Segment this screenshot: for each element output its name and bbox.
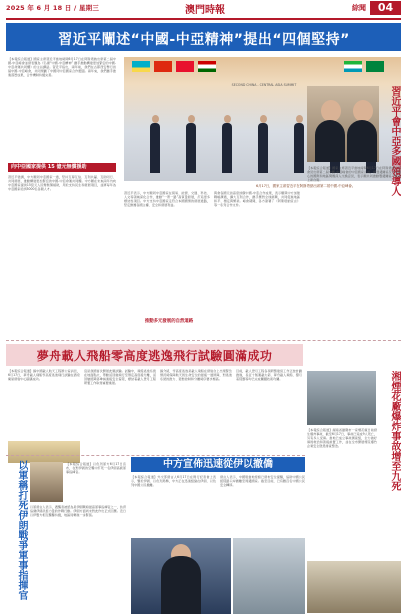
flag-icon [344, 61, 362, 72]
subheading-aid: 向中亞國家提供 15 億元無償援助 [8, 163, 116, 172]
spokesperson-photo [131, 538, 231, 614]
leader-figure [186, 123, 196, 173]
israel-headline: 以軍稱打死伊朗戰爭軍事指揮官 [16, 460, 27, 600]
issue-date: 2025 年 6 月 18 日 / 星期三 [6, 4, 100, 12]
page-number: 04 [370, 1, 401, 15]
explosion-article: 【本報綜合報道】湖南省瀏陽市一家煙花廠日前發生爆炸事故，截至6月17日，事故已造成9人死亡，另有多人受傷。當地已成立事故調查組，全力做好傷員救治和善後處置工作，並在全市開展煙花爆竹企業安全隱患排查整治。 [307, 428, 377, 448]
israel-article: 以軍發言人表示，遇襲者被認為是伊朗戰時最高軍事指揮官之一，負責協調伊朗武裝力量的作戰行動。伊朗方面尚未對此作出正式回應。近日以伊雙方相互襲擊持續，地區局勢進一步緊張。 [30, 505, 126, 517]
leader-figure [294, 123, 304, 173]
leader-figure [150, 123, 160, 173]
flag-icon [176, 61, 194, 72]
rescue-photo [307, 561, 401, 613]
summit-backdrop: SECOND CHINA - CENTRAL ASIA SUMMIT [231, 83, 297, 87]
lead-paragraph: 【本報綜合報道】國家主席習近平當地時間6月17日在阿斯塔納出席第二屆中國-中亞峰會並發表題為《弘揚“中國-中亞精神” 攜手推動構建更加緊密的中國-中亞命運共同體》的主旨講話。習近平指出，兩年前，我們在古都西安舉行首屆中國-中亞峰會，共同規劃了中國同中亞國家合作藍圖。兩年來，我們攜手推進落實成果，合作機制持續完善。 [8, 57, 116, 77]
main-headline: 習近平闡述“中國-中亞精神”提出“四個堅持” [58, 32, 350, 48]
evacuation-headline: 中方宣佈迅速從伊以撤僑 [163, 459, 273, 470]
side-article: 【本報綜合報道】國家主席習近平當地時間6月17日在阿斯塔納分別會見出席第二屆中國-中亞峰會的中亞國家元首，就雙邊關係及共同關心的國際和地區問題深入交換意見，表示願共同推動雙邊關係不斷邁上新台階。 [307, 166, 401, 182]
article-column: 習近平強調，中方願同中亞國家一道，堅持互尊互信、互利共贏、互助同行、共同發展，推動構建更加緊密的中國-中亞命運共同體。中方願在未來兩年內向中亞國家提供15億元人民幣無償援助，用於支持民生和發展項目，並將每年為中亞國家培訓3000名各類人才。 [8, 175, 116, 191]
section-divider [6, 455, 305, 456]
leader-figure [222, 123, 232, 173]
article-column: 據介紹，零高度逃逸是載人飛船在發射台上出現緊急情況時保障航天員生命安全的最後一道屏障，對逃逸系統的推力、姿態控制和分離時序要求極高。 [160, 369, 232, 381]
header-rule [6, 18, 401, 20]
article-column: 與會各國元首高度評價中國-中亞合作成果，表示願與中方加強戰略溝通，擴大互利合作，攜手應對全球挑戰，共同促進地區和平、穩定與繁榮。峰會期間，各方簽署了《阿斯塔納宣言》等一系列合作文件。 [214, 191, 300, 207]
section-divider [6, 340, 401, 341]
flag-icon [132, 61, 150, 72]
subheading-development: 推動多元發展的自然道路 [144, 319, 194, 324]
factory-photo [307, 371, 376, 425]
article-column: 【本報綜合報道】據中國載人航天工程辦公室消息，6月17日，夢舟載人飛船零高度逃逸飛行試驗在酒泉衛星發射中心圓滿成功。 [8, 369, 80, 381]
article-column: 【本報綜合報道】外交部發言人6月17日在例行記者會上表示，鑒於伊朗、以色列局勢，中方正在迅速組織在伊朗、以色列中國公民撤離。 [131, 475, 216, 487]
explosion-headline: 湘煙花廠爆炸事故增至九死 [389, 371, 400, 491]
section-name: 綜聞 [352, 4, 366, 12]
side-headline: 習近平會中亞多國領導人 [389, 86, 400, 196]
article-column: 目前，載人登月工程各項研製建設工作正按計劃推進，長征十號運載火箭、夢舟載人飛船、攬月着陸器等均已完成關鍵技術攻關。 [236, 369, 302, 381]
flag-icon [198, 61, 216, 72]
crowd-photo [233, 538, 305, 614]
israel-article-lead: 【本報綜合報道】以色列軍方6月17日宣布，在對伊朗的空襲中打死一名伊朗高級軍事指揮官。 [66, 462, 126, 474]
newspaper-logo: 澳門時報 [185, 5, 225, 15]
leader-figure [258, 123, 268, 173]
article-column: 習近平表示，中方願同中亞國家在貿易、能源、交通、科技、人文等領域深化合作，推動“一帶一路”高質量發展，打造更多標誌性項目。中方支持中亞國家走符合本國國情的發展道路，堅定維護各國主權、安全和發展利益。 [124, 191, 210, 207]
meeting-photo [307, 86, 379, 162]
second-headline: 夢舟載人飛船零高度逃逸飛行試驗圓滿成功 [36, 349, 273, 363]
flag-icon [154, 61, 172, 72]
flag-icon [366, 61, 384, 72]
commander-photo [30, 462, 63, 502]
photo-caption: 6月17日，國家主席習近平在阿斯塔納出席第二屆中國-中亞峰會。 [256, 184, 356, 188]
article-column: 發言人表示，中國駐當地使館已發布安全提醒，協助中國公民經陸路口岸撤離至周邊國家。截至目前，已有數百名中國公民安全轉移。 [220, 475, 305, 487]
article-column: 這是我國首次開展此類試驗。試驗中，飛船逃逸系統在地面點火，帶動返回艙飛行至預定高度後分離，返回艙經降落傘減速後安全着陸，標誌着載人登月工程研製工作取得重要進展。 [84, 369, 156, 385]
